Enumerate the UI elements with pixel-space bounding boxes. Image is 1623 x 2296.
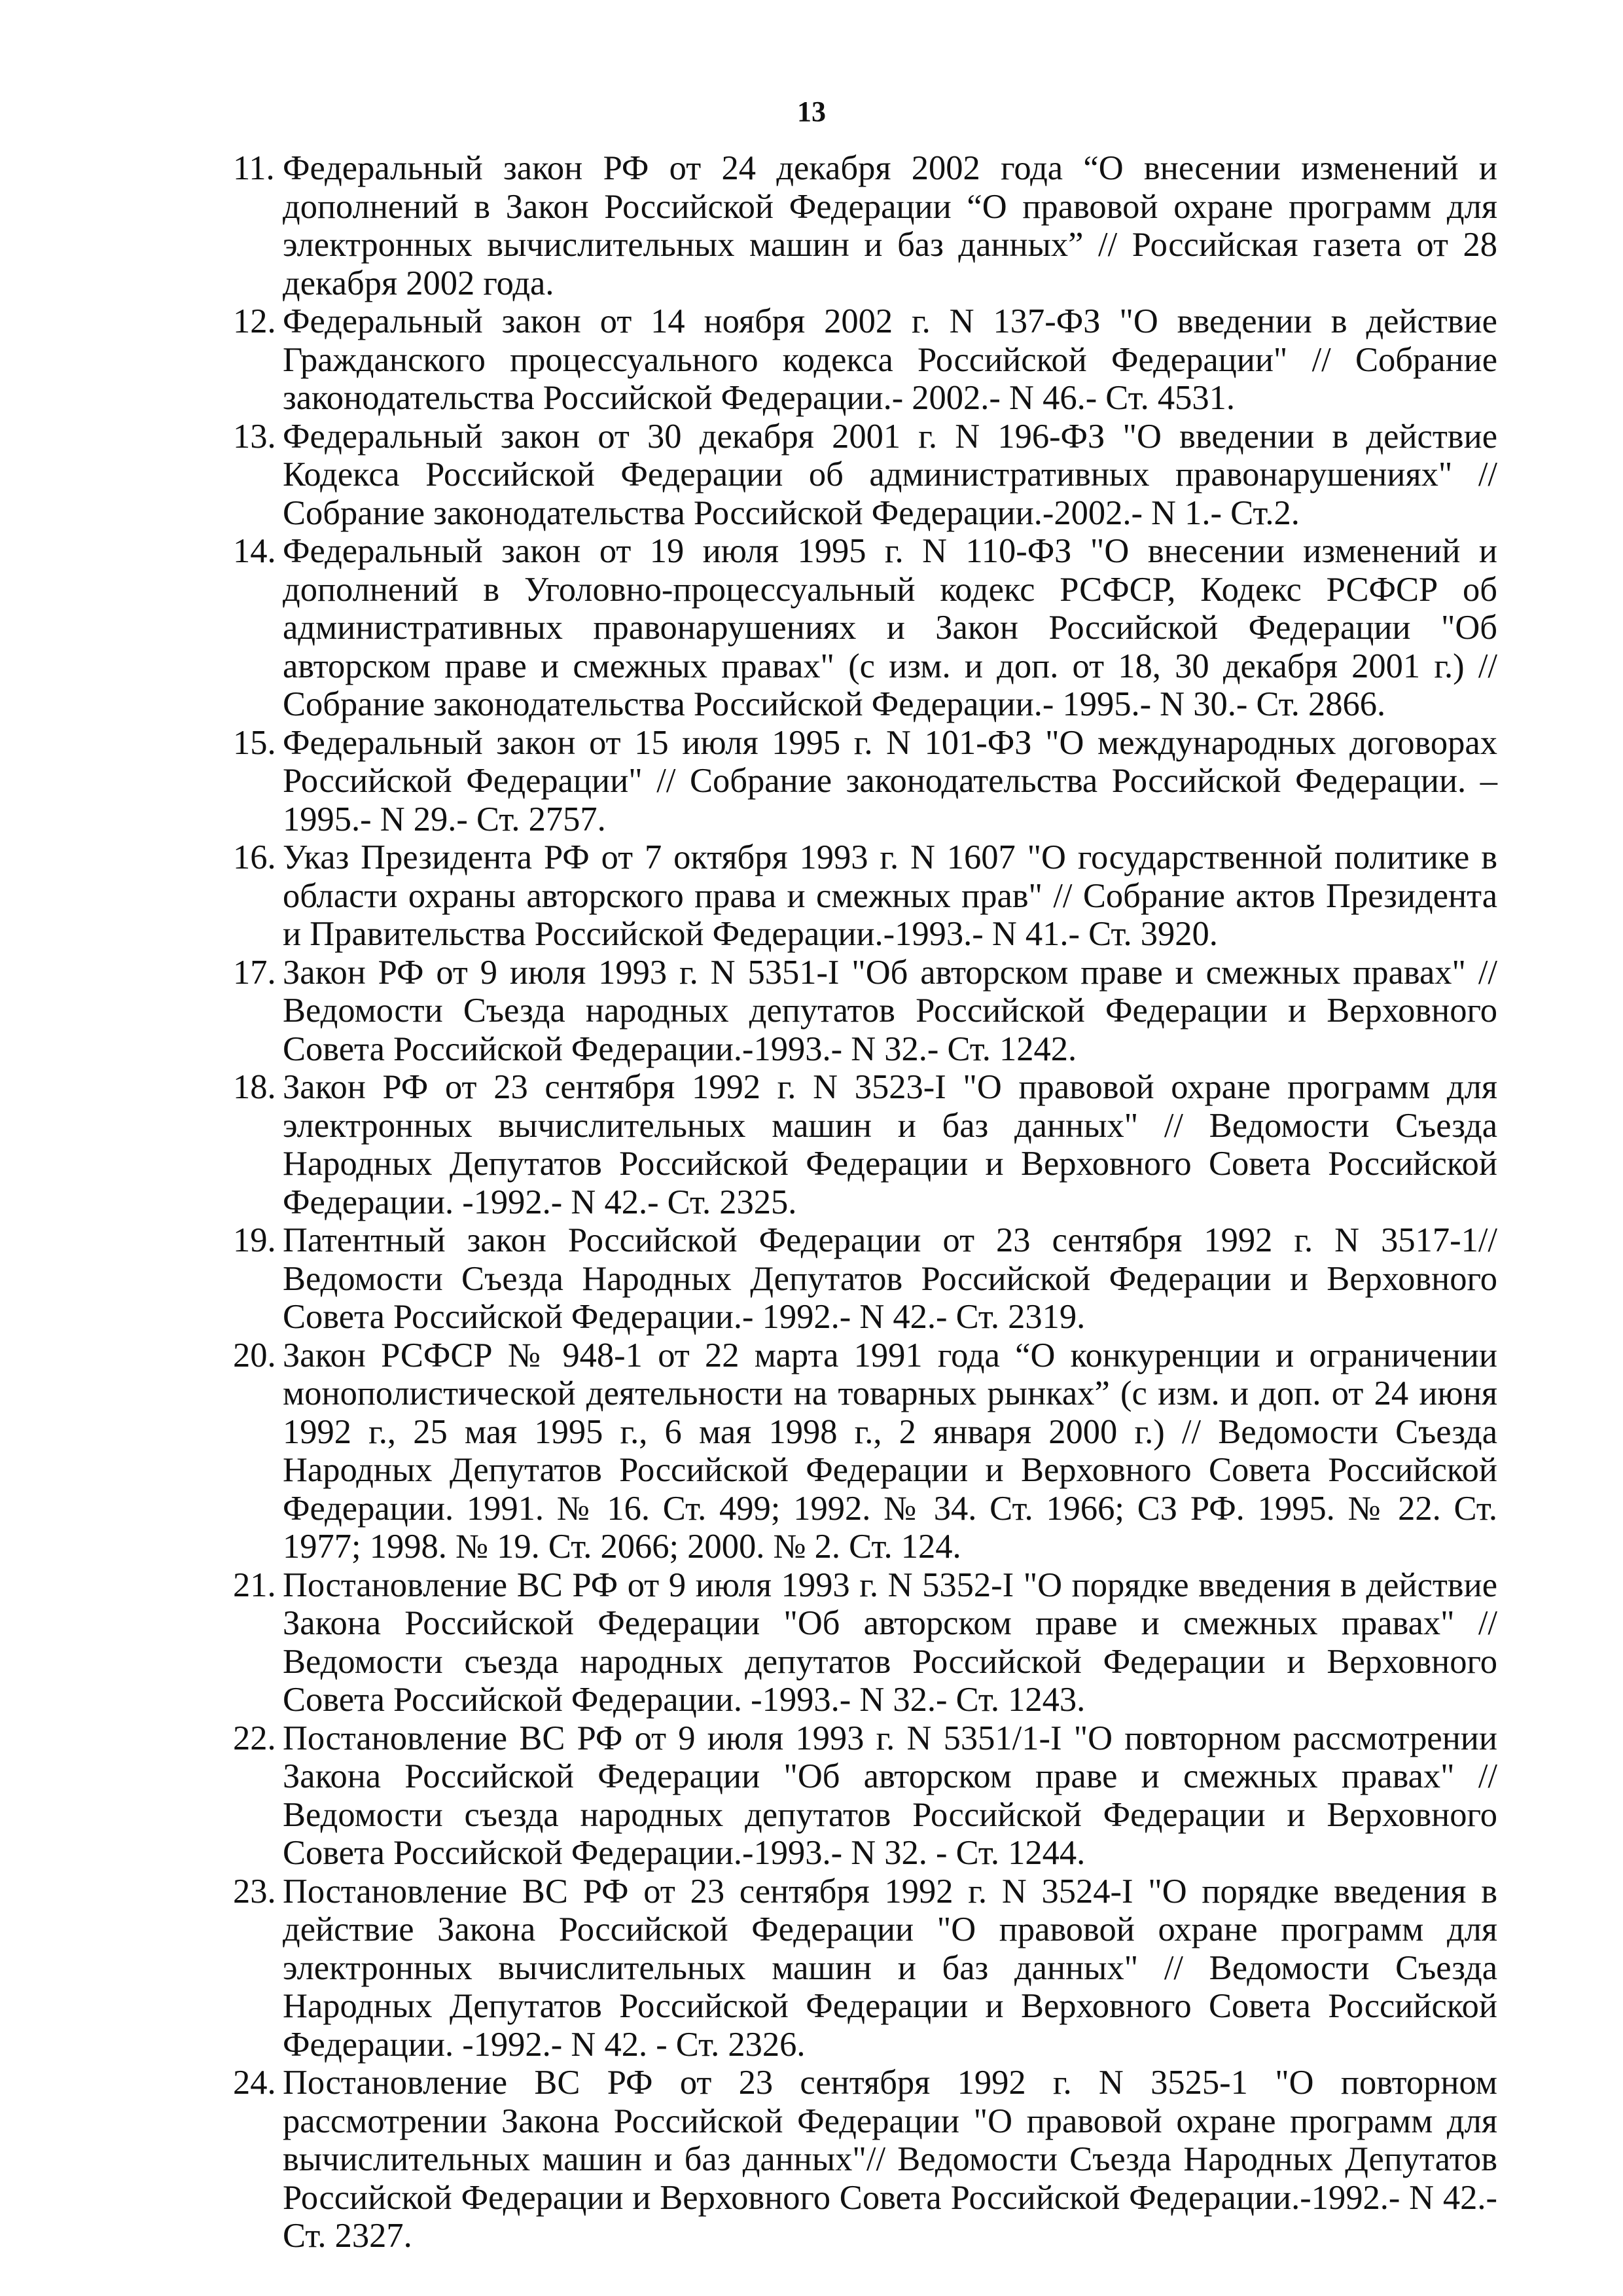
reference-number: 21.	[233, 1566, 276, 1604]
reference-text: Закон РФ от 23 сентября 1992 г. N 3523-I "О правовой охране программ для электронных вычислительных машин и баз данных" // Ведомости Съезда Народных Депутатов Российской Федерации и Верховного Совета Российской Федерации. -1992.- N 42.- Ст. 2325.	[283, 1068, 1497, 1221]
reference-item-22	[233, 1719, 1497, 1873]
reference-text: Федеральный закон от 19 июля 1995 г. N 110-ФЗ "О внесении изменений и дополнений в Уголовно-процессуальный кодекс РСФСР, Кодекс РСФСР об административных правонарушениях и Закон Российской Федерации "Об авторском праве и смежных правах" (с изм. и доп. от 18, 30 декабря 2001 г.) // Собрание законодательства Российской Федерации.- 1995.- N 30.- Ст. 2866.	[283, 532, 1497, 723]
reference-number: 12.	[233, 302, 276, 340]
reference-text: Постановление ВС РФ от 23 сентября 1992 г. N 3524-I "О порядке введения в действие Закона Российской Федерации "О правовой охране программ для электронных вычислительных машин и баз данных" // Ведомости Съезда Народных Депутатов Российской Федерации и Верховного Совета Российской Федерации. -1992.- N 42. - Ст. 2326.	[283, 1872, 1497, 2064]
reference-text: Закон РФ от 9 июля 1993 г. N 5351-I "Об авторском праве и смежных правах" // Ведомости Съезда народных депутатов Российской Федерации и Верховного Совета Российской Федерации.-1993.- N 32.- Ст. 1242.	[283, 953, 1497, 1068]
reference-number: 15.	[233, 723, 276, 762]
reference-number: 14.	[233, 532, 276, 570]
reference-text: Патентный закон Российской Федерации от 23 сентября 1992 г. N 3517-1// Ведомости Съезда Народных Депутатов Российской Федерации и Верховного Совета Российской Федерации.- 1992.- N 42.- Ст. 2319.	[283, 1221, 1497, 1336]
reference-number: 11.	[233, 149, 275, 187]
reference-number: 20.	[233, 1336, 276, 1374]
reference-number: 16.	[233, 838, 276, 876]
reference-number: 22.	[233, 1719, 276, 1757]
reference-list	[233, 149, 1497, 2255]
reference-number: 17.	[233, 953, 276, 992]
reference-item-15	[233, 724, 1497, 839]
reference-item-12	[233, 302, 1497, 418]
reference-item-13	[233, 418, 1497, 533]
reference-number: 13.	[233, 417, 276, 456]
reference-item-14	[233, 532, 1497, 724]
reference-item-18	[233, 1068, 1497, 1221]
reference-text: Постановление ВС РФ от 9 июля 1993 г. N 5351/1-I "О повторном рассмотрении Закона Российской Федерации "Об авторском праве и смежных правах" // Ведомости съезда народных депутатов Российской Федерации и Верховного Совета Российской Федерации.-1993.- N 32. - Ст. 1244.	[283, 1719, 1497, 1872]
reference-item-23	[233, 1873, 1497, 2064]
reference-item-17	[233, 954, 1497, 1069]
reference-item-16	[233, 838, 1497, 954]
reference-text: Постановление ВС РФ от 9 июля 1993 г. N 5352-I "О порядке введения в действие Закона Российской Федерации "Об авторском праве и смежных правах" // Ведомости съезда народных депутатов Российской Федерации и Верховного Совета Российской Федерации. -1993.- N 32.- Ст. 1243.	[283, 1566, 1497, 1719]
reference-item-21	[233, 1566, 1497, 1719]
reference-number: 23.	[233, 1872, 276, 1910]
reference-number: 18.	[233, 1068, 276, 1106]
reference-item-11	[233, 149, 1497, 302]
reference-text: Указ Президента РФ от 7 октября 1993 г. N 1607 "О государственной политике в области охраны авторского права и смежных прав" // Собрание актов Президента и Правительства Российской Федерации.-1993.- N 41.- Ст. 3920.	[283, 838, 1497, 953]
reference-text: Постановление ВС РФ от 23 сентября 1992 г. N 3525-1 "О повторном рассмотрении Закона Российской Федерации "О правовой охране программ для вычислительных машин и баз данных"// Ведомости Съезда Народных Депутатов Российской Федерации и Верховного Совета Российской Федерации.-1992.- N 42.- Ст. 2327.	[283, 2064, 1497, 2255]
reference-text: Федеральный закон от 30 декабря 2001 г. N 196-ФЗ "О введении в действие Кодекса Российской Федерации об административных правонарушениях" // Собрание законодательства Российской Федерации.-2002.- N 1.- Ст.2.	[283, 417, 1497, 532]
reference-text: Федеральный закон от 14 ноября 2002 г. N 137-ФЗ "О введении в действие Гражданского процессуального кодекса Российской Федерации" // Собрание законодательства Российской Федерации.- 2002.- N 46.- Ст. 4531.	[283, 302, 1497, 417]
reference-number: 19.	[233, 1221, 276, 1259]
reference-text: Федеральный закон от 15 июля 1995 г. N 101-ФЗ "О международных договорах Российской Федерации" // Собрание законодательства Российской Федерации. –1995.- N 29.- Ст. 2757.	[283, 723, 1497, 838]
reference-text: Закон РСФСР № 948-1 от 22 марта 1991 года “О конкуренции и ограничении монополистической деятельности на товарных рынках” (с изм. и доп. от 24 июня 1992 г., 25 мая 1995 г., 6 мая 1998 г., 2 января 2000 г.) // Ведомости Съезда Народных Депутатов Российской Федерации и Верховного Совета Российской Федерации. 1991. № 16. Ст. 499; 1992. № 34. Ст. 1966; СЗ РФ. 1995. № 22. Ст. 1977; 1998. № 19. Ст. 2066; 2000. № 2. Ст. 124.	[283, 1336, 1497, 1566]
reference-item-24	[233, 2064, 1497, 2255]
reference-item-20	[233, 1336, 1497, 1566]
reference-item-19	[233, 1221, 1497, 1336]
reference-text: Федеральный закон РФ от 24 декабря 2002 года “О внесении изменений и дополнений в Закон Российской Федерации “О правовой охране программ для электронных вычислительных машин и баз данных” // Российская газета от 28 декабря 2002 года.	[283, 149, 1497, 302]
page-number: 13	[797, 96, 826, 128]
reference-number: 24.	[233, 2064, 276, 2102]
